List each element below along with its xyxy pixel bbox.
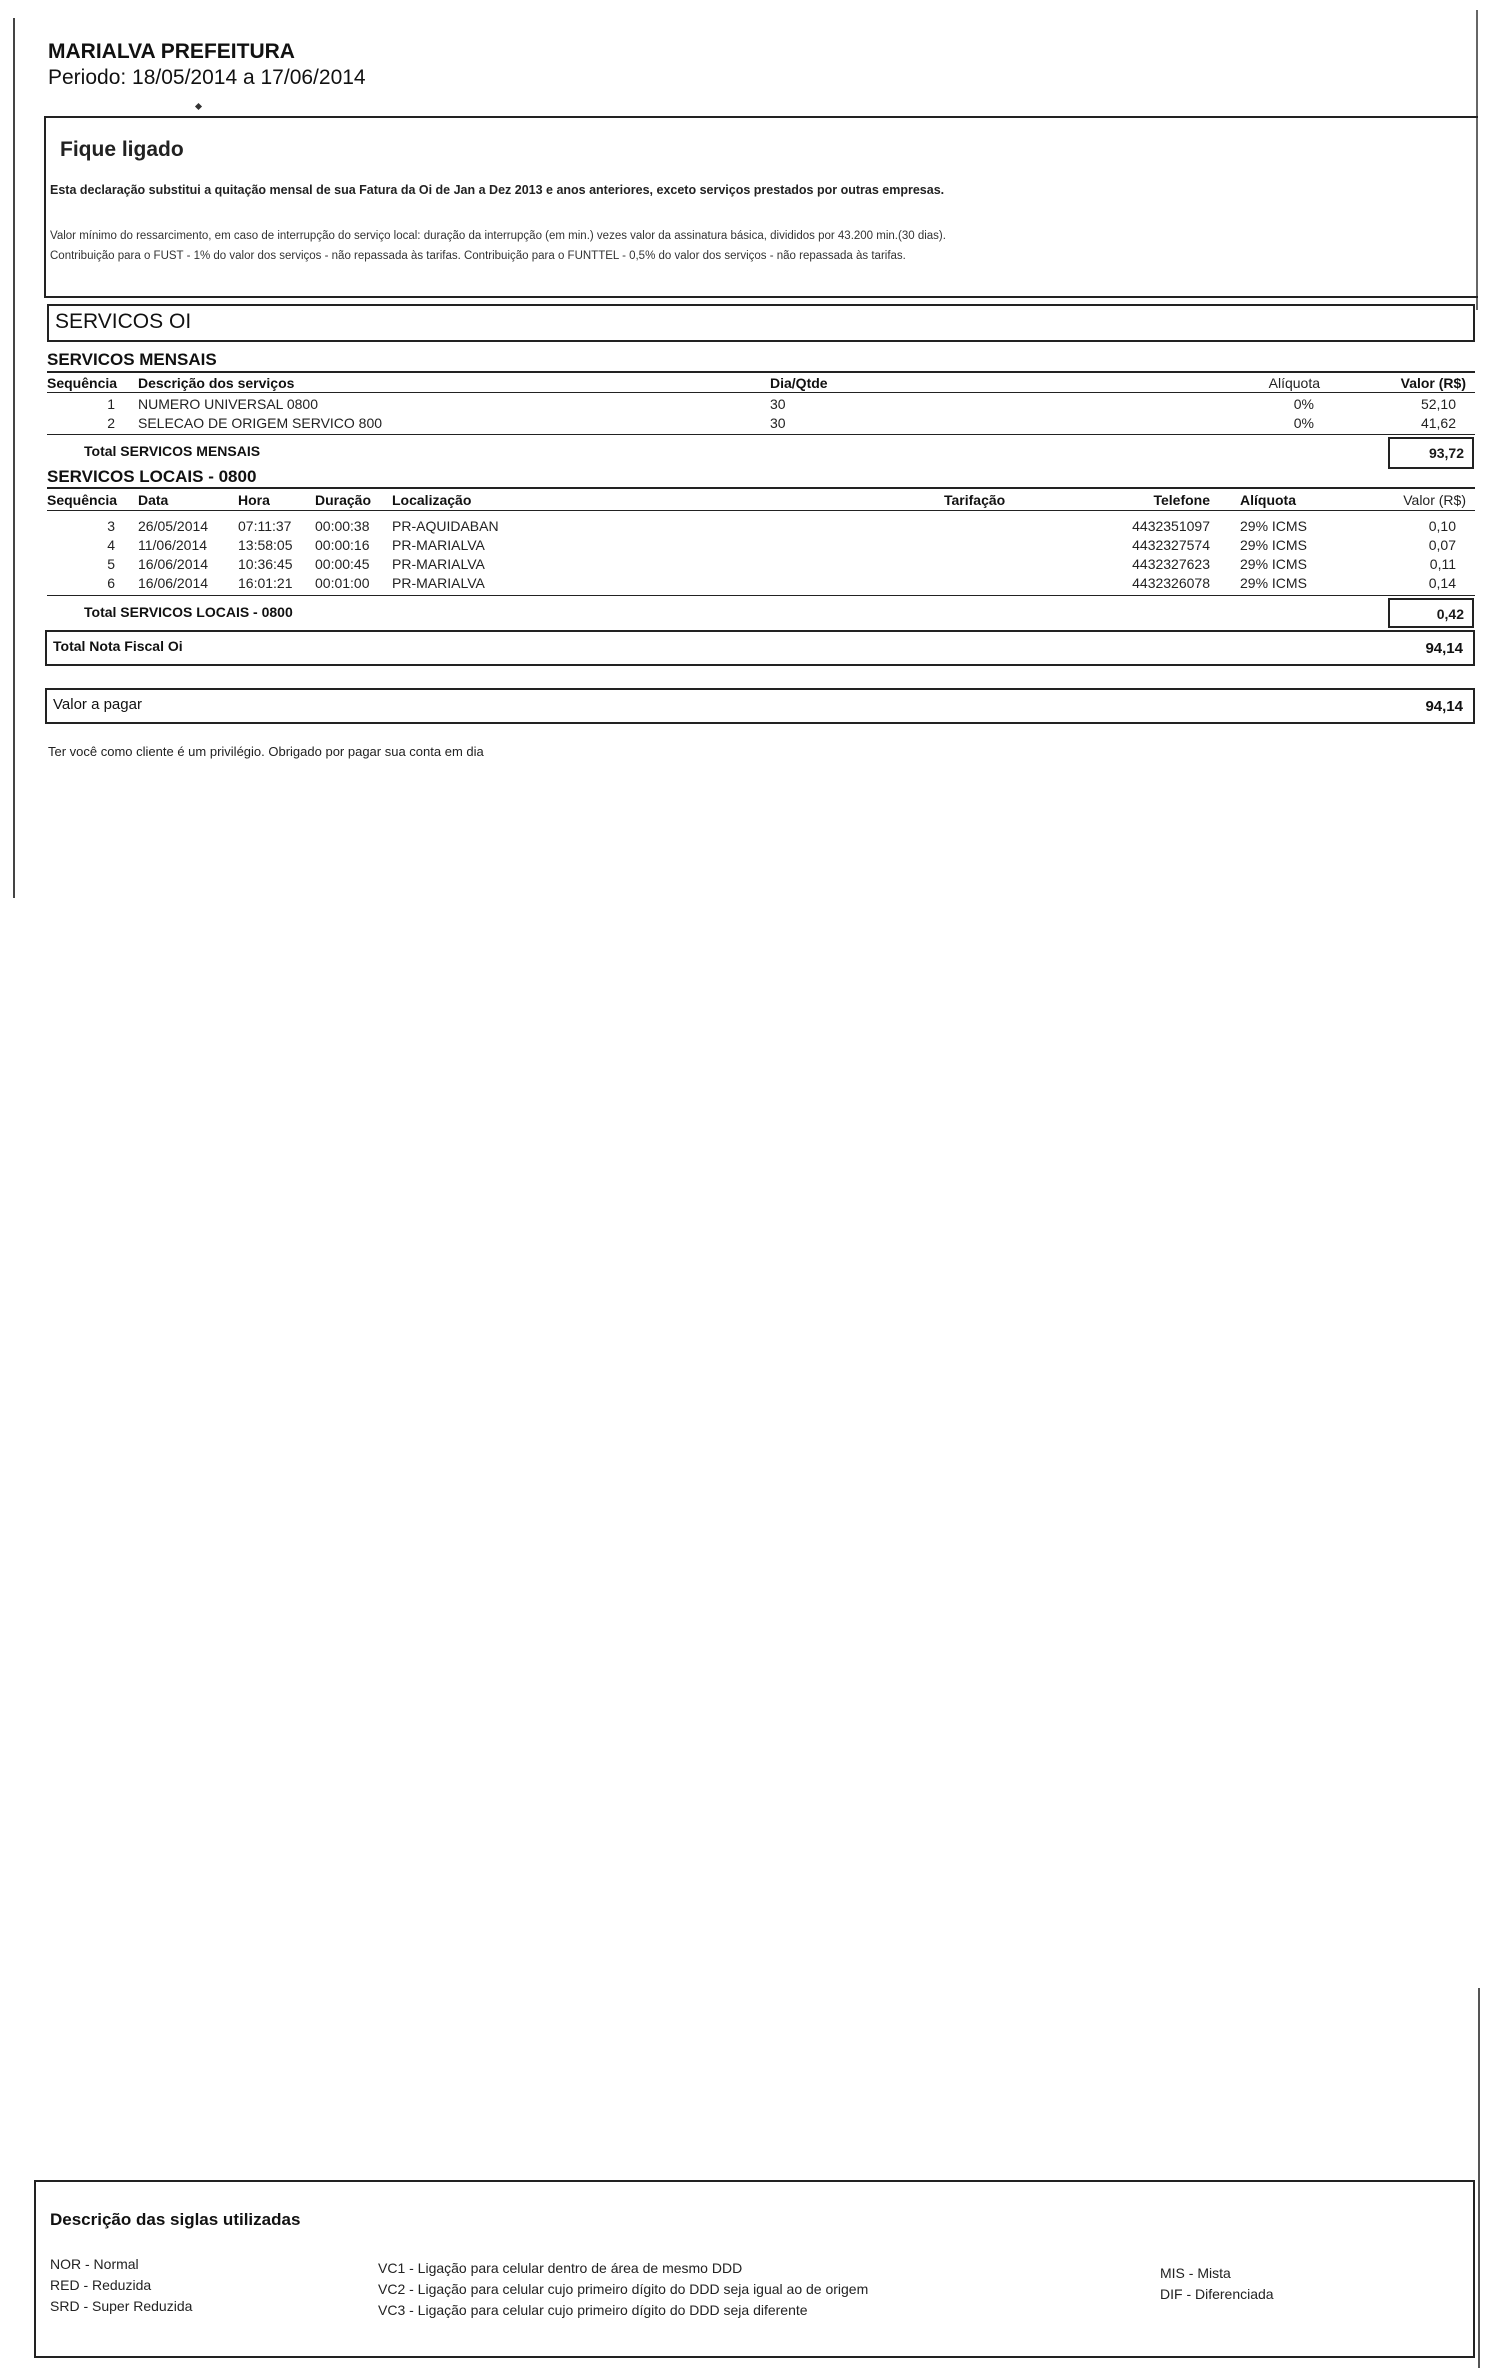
mensais-header-seq: Sequência xyxy=(47,375,118,391)
locais-header-seq: Sequência xyxy=(47,492,118,508)
sigla-item: DIF - Diferenciada xyxy=(1160,2286,1274,2302)
nota-fiscal-total-label: Total Nota Fiscal Oi xyxy=(53,638,183,654)
fique-ligado-contribuicao: Contribuição para o FUST - 1% do valor dos serviços - não repassada às tarifas. Contribuição para o FUNTTEL - 0,5% do valor dos serviços - não repassada às tarifas. xyxy=(50,250,906,262)
locais-header-rule xyxy=(47,510,1475,511)
mensais-row-aliq: 0% xyxy=(1293,415,1314,431)
locais-row-data: 11/06/2014 xyxy=(138,537,208,553)
locais-total-value: 0,42 xyxy=(1388,598,1474,628)
locais-row-valor: 0,10 xyxy=(1428,518,1456,534)
locais-row-valor: 0,07 xyxy=(1428,537,1456,553)
mensais-row-aliq: 0% xyxy=(1293,396,1314,412)
locais-row-data: 16/06/2014 xyxy=(138,575,209,591)
locais-row-data: 16/06/2014 xyxy=(138,556,209,572)
locais-row-hora: 07:11:37 xyxy=(238,518,292,534)
sigla-item: SRD - Super Reduzida xyxy=(50,2298,193,2314)
locais-row-hora: 10:36:45 xyxy=(238,556,293,572)
billing-period: Periodo: 18/05/2014 a 17/06/2014 xyxy=(48,66,366,89)
scan-edge-right-bottom xyxy=(1478,1988,1480,2368)
nota-fiscal-total-value: 94,14 xyxy=(1425,640,1463,657)
locais-row-seq: 3 xyxy=(107,518,115,534)
locais-bottom-rule xyxy=(47,595,1475,596)
mensais-row-valor: 41,62 xyxy=(1420,415,1456,431)
mensais-header-qtde: Dia/Qtde xyxy=(770,375,828,391)
mensais-header-desc: Descrição dos serviços xyxy=(138,375,295,391)
valor-pagar-box xyxy=(45,688,1475,724)
locais-header-aliq: Alíquota xyxy=(1240,492,1296,508)
locais-row-data: 26/05/2014 xyxy=(138,518,209,534)
locais-row-local: PR-MARIALVA xyxy=(392,575,485,591)
locais-row-local: PR-MARIALVA xyxy=(392,537,485,553)
locais-row-seq: 4 xyxy=(107,537,115,553)
locais-row-aliq: 29% ICMS xyxy=(1240,518,1307,534)
mensais-row-qtde: 30 xyxy=(770,415,786,431)
fique-ligado-ressarcimento: Valor mínimo do ressarcimento, em caso de interrupção do serviço local: duração da interrupção (em min.) vezes valor da assinatura básica, divididos por 43.200 min.(30 dias). xyxy=(50,230,946,242)
servicos-oi-header xyxy=(47,304,1475,342)
siglas-title: Descrição das siglas utilizadas xyxy=(50,2210,301,2229)
mensais-bottom-rule xyxy=(47,434,1475,435)
locais-row-duracao: 00:01:00 xyxy=(315,575,370,591)
locais-row-telefone: 4432351097 xyxy=(1132,518,1210,534)
locais-row-hora: 16:01:21 xyxy=(238,575,293,591)
locais-row-aliq: 29% ICMS xyxy=(1240,556,1307,572)
servicos-oi-title: SERVICOS OI xyxy=(55,310,192,333)
locais-row-telefone: 4432326078 xyxy=(1132,575,1210,591)
fique-ligado-title: Fique ligado xyxy=(60,138,184,161)
locais-header-telefone: Telefone xyxy=(1153,492,1210,508)
locais-row-aliq: 29% ICMS xyxy=(1240,575,1307,591)
locais-row-duracao: 00:00:38 xyxy=(315,518,370,534)
locais-row-valor: 0,11 xyxy=(1429,556,1456,572)
locais-header-tarifacao: Tarifação xyxy=(944,492,1006,508)
mensais-row-seq: 1 xyxy=(107,396,115,412)
mensais-row-valor: 52,10 xyxy=(1420,396,1456,412)
locais-header-valor: Valor (R$) xyxy=(1403,492,1466,508)
company-name: MARIALVA PREFEITURA xyxy=(48,40,295,63)
siglas-box xyxy=(34,2180,1475,2358)
sigla-item: NOR - Normal xyxy=(50,2256,139,2272)
locais-header-hora: Hora xyxy=(238,492,270,508)
locais-header-data: Data xyxy=(138,492,169,508)
scan-dot-mark xyxy=(195,103,202,110)
locais-row-seq: 6 xyxy=(107,575,115,591)
locais-row-duracao: 00:00:45 xyxy=(315,556,370,572)
sigla-item: VC1 - Ligação para celular dentro de área de mesmo DDD xyxy=(378,2260,743,2276)
locais-row-local: PR-AQUIDABAN xyxy=(392,518,499,534)
locais-row-aliq: 29% ICMS xyxy=(1240,537,1307,553)
locais-rule xyxy=(47,487,1475,489)
mensais-header-valor: Valor (R$) xyxy=(1400,375,1466,391)
mensais-total-value: 93,72 xyxy=(1388,437,1474,469)
locais-total-label: Total SERVICOS LOCAIS - 0800 xyxy=(84,604,293,620)
valor-pagar-label: Valor a pagar xyxy=(53,696,142,713)
scan-edge-left xyxy=(13,18,15,898)
locais-row-valor: 0,14 xyxy=(1428,575,1456,591)
locais-header-duracao: Duração xyxy=(315,492,372,508)
mensais-header-rule xyxy=(47,392,1475,393)
locais-row-duracao: 00:00:16 xyxy=(315,537,370,553)
mensais-row-desc: SELECAO DE ORIGEM SERVICO 800 xyxy=(138,415,383,431)
mensais-row-desc: NUMERO UNIVERSAL 0800 xyxy=(138,396,318,412)
valor-pagar-value: 94,14 xyxy=(1425,698,1463,715)
locais-row-telefone: 4432327574 xyxy=(1132,537,1210,553)
sigla-item: MIS - Mista xyxy=(1160,2265,1231,2281)
mensais-title: SERVICOS MENSAIS xyxy=(47,350,217,369)
sigla-item: RED - Reduzida xyxy=(50,2277,152,2293)
fique-ligado-declaration: Esta declaração substitui a quitação mensal de sua Fatura da Oi de Jan a Dez 2013 e anos anteriores, exceto serviços prestados por outras empresas. xyxy=(50,183,945,197)
sigla-item: VC2 - Ligação para celular cujo primeiro dígito do DDD seja igual ao de origem xyxy=(378,2281,869,2297)
locais-row-local: PR-MARIALVA xyxy=(392,556,485,572)
nota-fiscal-total-box xyxy=(45,630,1475,666)
locais-title: SERVICOS LOCAIS - 0800 xyxy=(47,467,257,486)
sigla-item: VC3 - Ligação para celular cujo primeiro dígito do DDD seja diferente xyxy=(378,2302,808,2318)
locais-header-local: Localização xyxy=(392,492,472,508)
locais-row-hora: 13:58:05 xyxy=(238,537,293,553)
fique-ligado-box xyxy=(44,116,1478,298)
locais-row-seq: 5 xyxy=(107,556,115,572)
mensais-row-seq: 2 xyxy=(107,415,115,431)
mensais-total-label: Total SERVICOS MENSAIS xyxy=(84,443,261,459)
thank-you-message: Ter você como cliente é um privilégio. Obrigado por pagar sua conta em dia xyxy=(48,744,484,759)
mensais-rule xyxy=(47,371,1475,373)
locais-row-telefone: 4432327623 xyxy=(1132,556,1210,572)
mensais-header-aliq: Alíquota xyxy=(1268,375,1320,391)
mensais-row-qtde: 30 xyxy=(770,396,786,412)
